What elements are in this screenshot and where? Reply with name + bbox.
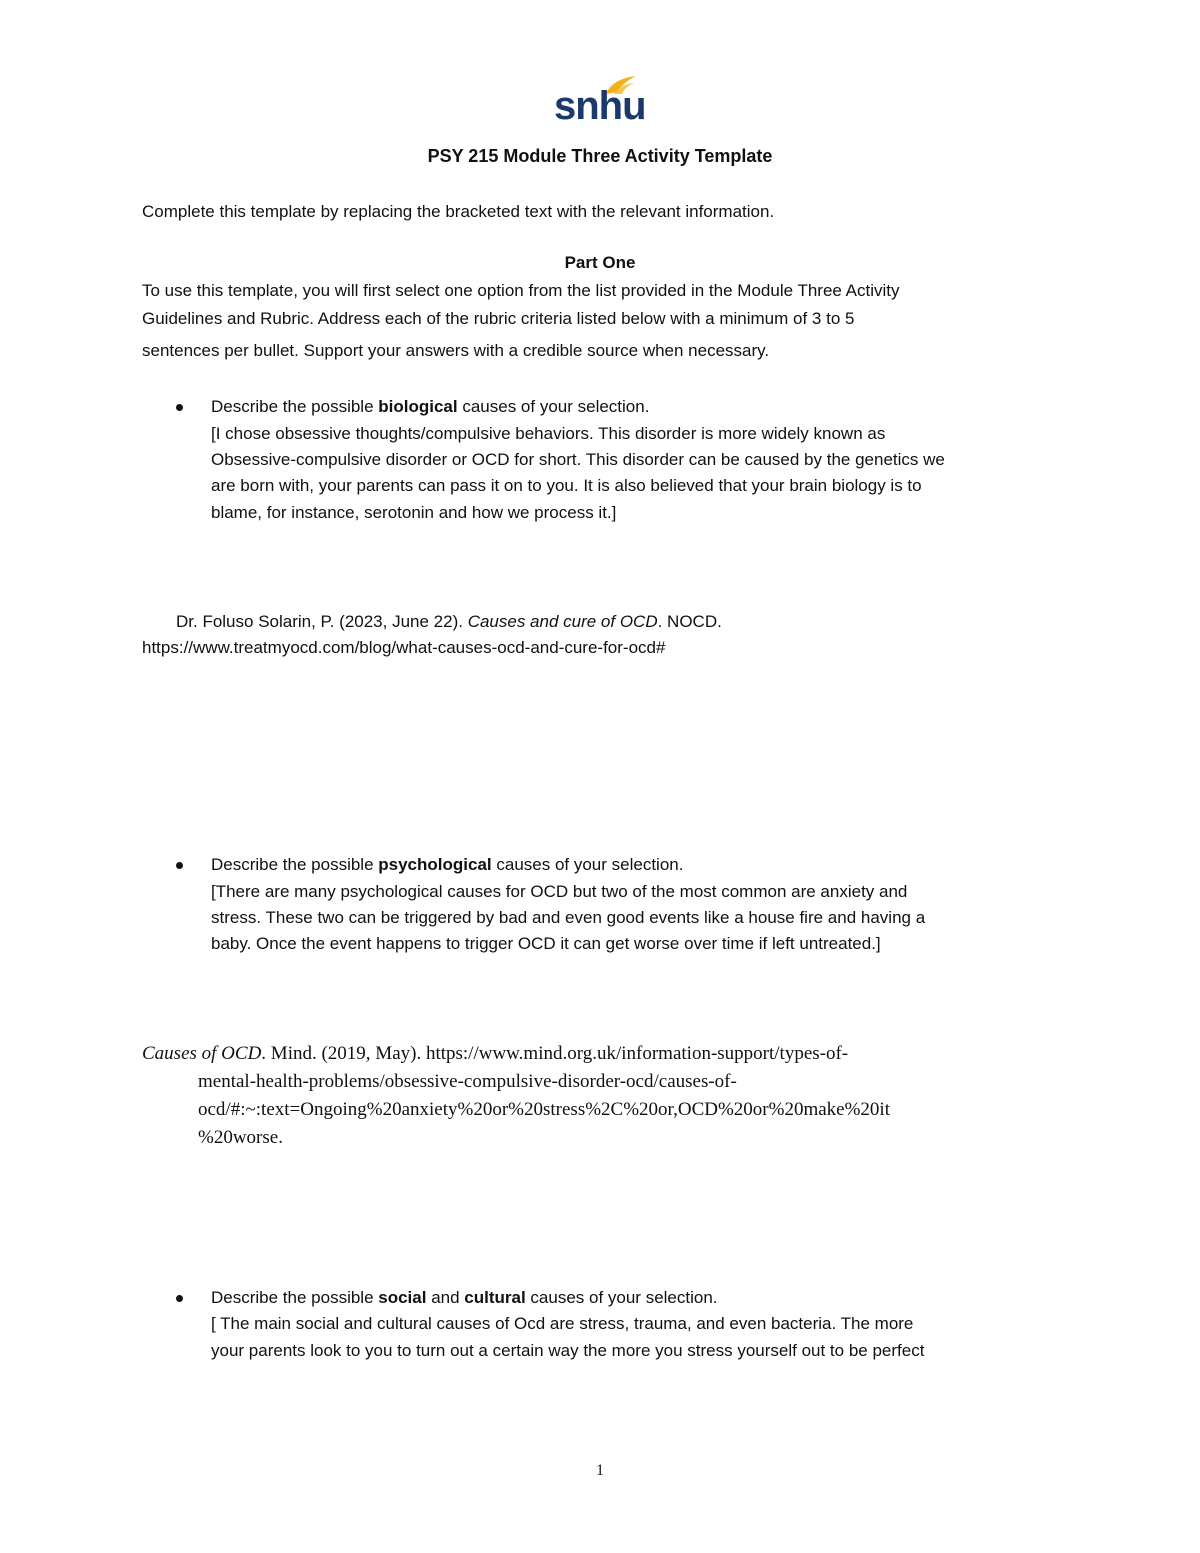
biological-answer-line-1: [I chose obsessive thoughts/compulsive behaviors. This disorder is more widely known as	[211, 424, 886, 443]
citation-1-line-1: Dr. Foluso Solarin, P. (2023, June 22). Causes and cure of OCD. NOCD.	[176, 612, 722, 631]
bullet-biological-prompt: Describe the possible biological causes of your selection.	[211, 397, 650, 416]
instructions-line-3: sentences per bullet. Support your answers with a credible source when necessary.	[142, 341, 770, 360]
psychological-answer-line-1: [There are many psychological causes for OCD but two of the most common are anxiety and	[211, 882, 908, 901]
bullet-icon	[176, 862, 183, 869]
citation-2-line-1: Causes of OCD. Mind. (2019, May). https://www.mind.org.uk/information-support/types-of-	[142, 1043, 849, 1064]
citation-2-line-2: mental-health-problems/obsessive-compulsive-disorder-ocd/causes-of-	[198, 1071, 737, 1092]
page-title: PSY 215 Module Three Activity Template	[427, 146, 773, 166]
social-answer-line-2: your parents look to you to turn out a certain way the more you stress yourself out to be perfect	[211, 1341, 925, 1360]
bullet-social-prompt: Describe the possible social and cultural causes of your selection.	[211, 1288, 718, 1307]
bullet-icon	[176, 1295, 183, 1302]
intro-text: Complete this template by replacing the bracketed text with the relevant information.	[142, 202, 775, 221]
social-answer-line-1: [ The main social and cultural causes of Ocd are stress, trauma, and even bacteria. The more	[211, 1314, 914, 1333]
snhu-logo	[554, 74, 646, 132]
page-number: 1	[596, 1462, 604, 1479]
part-one-heading: Part One	[564, 253, 636, 272]
instructions-line-1: To use this template, you will first select one option from the list provided in the Module Three Activity	[142, 281, 900, 300]
biological-answer-line-4: blame, for instance, serotonin and how we process it.]	[211, 503, 617, 522]
citation-1-url[interactable]: https://www.treatmyocd.com/blog/what-causes-ocd-and-cure-for-ocd#	[142, 638, 666, 657]
instructions-line-2: Guidelines and Rubric. Address each of the rubric criteria listed below with a minimum of 3 to 5	[142, 309, 855, 328]
citation-2-line-3: ocd/#:~:text=Ongoing%20anxiety%20or%20stress%2C%20or,OCD%20or%20make%20it	[198, 1099, 890, 1120]
bullet-psychological-prompt: Describe the possible psychological causes of your selection.	[211, 855, 684, 874]
psychological-answer-line-2: stress. These two can be triggered by bad and even good events like a house fire and having a	[211, 908, 926, 927]
bullet-icon	[176, 404, 183, 411]
biological-answer-line-3: are born with, your parents can pass it on to you. It is also believed that your brain biology is to	[211, 476, 922, 495]
biological-answer-line-2: Obsessive-compulsive disorder or OCD for short. This disorder can be caused by the genetics we	[211, 450, 945, 469]
psychological-answer-line-3: baby. Once the event happens to trigger OCD it can get worse over time if left untreated.]	[211, 934, 881, 953]
logo-text: snhu	[554, 84, 646, 128]
citation-2-line-4: %20worse.	[198, 1127, 283, 1148]
